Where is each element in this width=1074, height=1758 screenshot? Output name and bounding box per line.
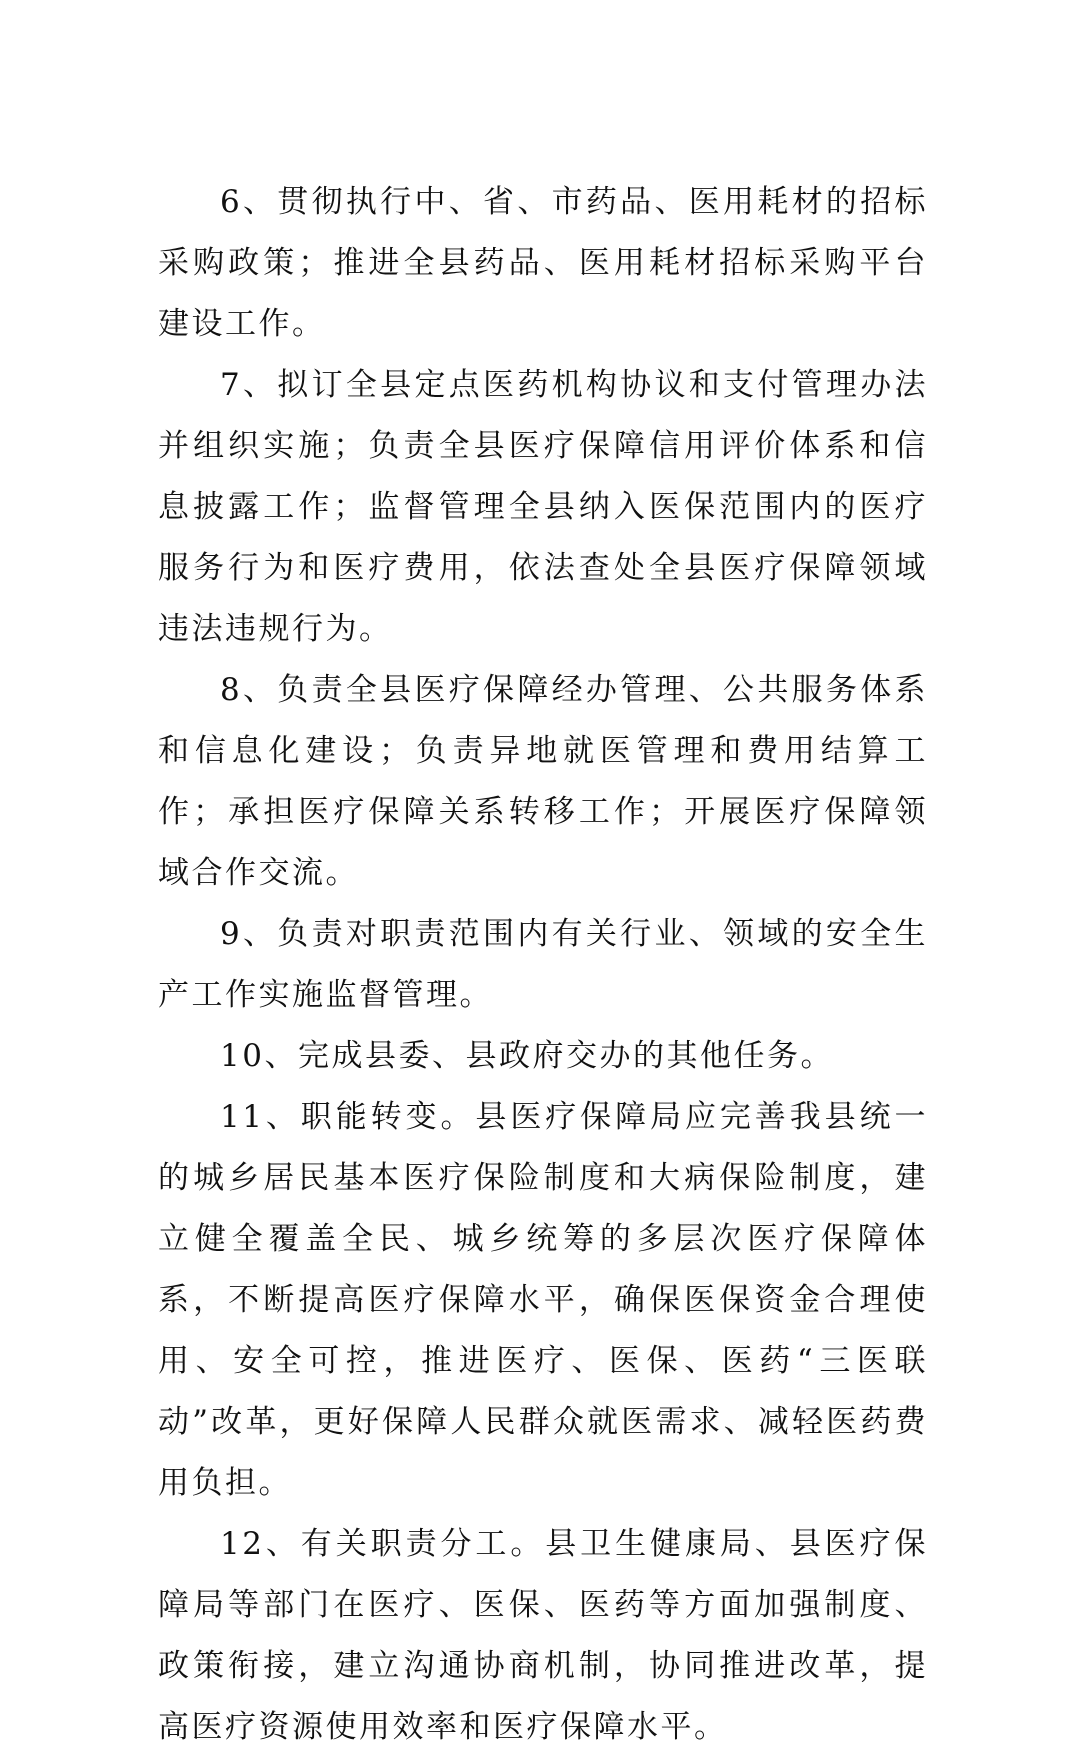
paragraph-item-9: 9、负责对职责范围内有关行业、领域的安全生产工作实施监督管理。	[158, 916, 928, 1013]
paragraph-item-12: 12、有关职责分工。县卫生健康局、县医疗保障局等部门在医疗、医保、医药等方面加强制度、政策衔接，建立沟通协商机制，协同推进改革，提高医疗资源使用效率和医疗保障水平。	[158, 1526, 928, 1745]
paragraph-item-8: 8、负责全县医疗保障经办管理、公共服务体系和信息化建设；负责异地就医管理和费用结算工作；承担医疗保障关系转移工作；开展医疗保障领域合作交流。	[158, 672, 928, 891]
paragraph-item-6: 6、贯彻执行中、省、市药品、医用耗材的招标采购政策；推进全县药品、医用耗材招标采购平台建设工作。	[158, 184, 928, 342]
paragraph-item-10: 10、完成县委、县政府交办的其他任务。	[220, 1038, 834, 1074]
document-body	[158, 172, 928, 1758]
paragraph-item-11: 11、职能转变。县医疗保障局应完善我县统一的城乡居民基本医疗保险制度和大病保险制度，建立健全覆盖全民、城乡统筹的多层次医疗保障体系，不断提高医疗保障水平，确保医保资金合理使用、安全可控，推进医疗、医保、医药“三医联动”改革，更好保障人民群众就医需求、减轻医药费用负担。	[158, 1099, 928, 1501]
paragraph-item-7: 7、拟订全县定点医药机构协议和支付管理办法并组织实施；负责全县医疗保障信用评价体系和信息披露工作；监督管理全县纳入医保范围内的医疗服务行为和医疗费用，依法查处全县医疗保障领域违法违规行为。	[158, 367, 928, 647]
